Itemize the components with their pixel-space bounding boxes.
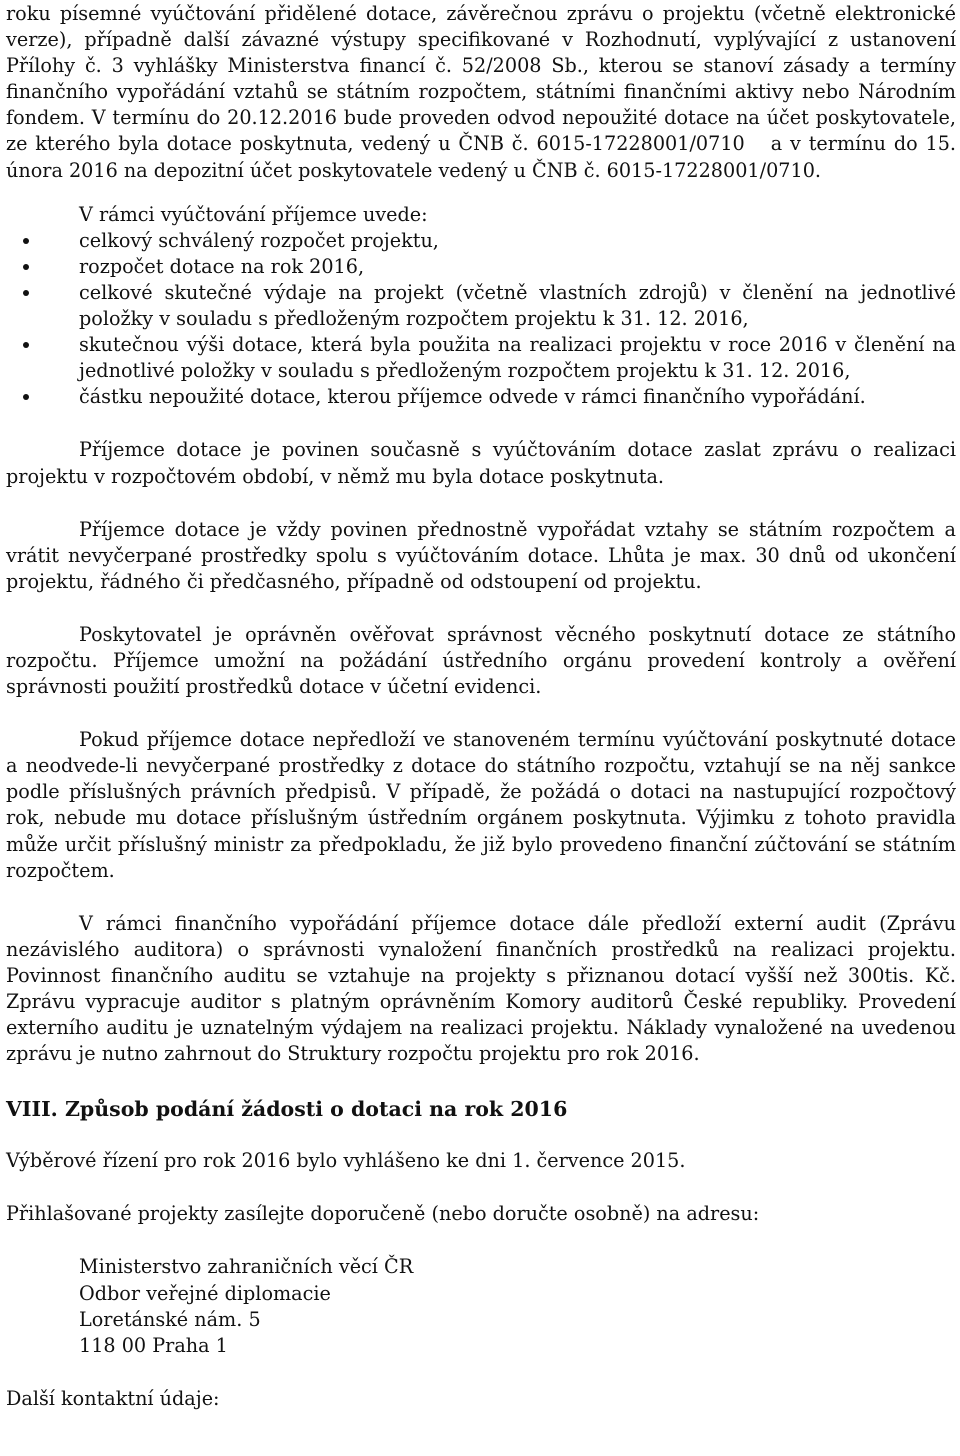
intro-paragraph xyxy=(6,1,956,184)
address-line: Ministerstvo zahraničních věcí ČR xyxy=(79,1255,414,1279)
billing-intro: V rámci vyúčtování příjemce uvede: xyxy=(79,202,428,226)
list-item: rozpočet dotace na rok 2016, xyxy=(6,254,956,280)
list-item: skutečnou výši dotace, která byla použita na realizaci projektu v roce 2016 v členění na jednotlivé položky v souladu s předloženým rozpočtem projektu k 31. 12. 2016, xyxy=(6,332,956,384)
address-line: 118 00 Praha 1 xyxy=(79,1333,228,1357)
report-paragraph: Příjemce dotace je povinen současně s vyúčtováním dotace zaslat zprávu o realizaci projektu v rozpočtovém období, v němž mu byla dotace poskytnuta. xyxy=(6,438,956,488)
bullet-icon xyxy=(23,264,29,270)
list-item: částku nepoužité dotace, kterou příjemce odvede v rámci finančního vypořádání. xyxy=(6,384,956,410)
billing-list xyxy=(6,228,956,411)
billing-requirements xyxy=(6,202,956,411)
intro-text-2: a v termínu do 15. února 2016 na depozitní účet poskytovatele vedený u ČNB č. 6015-17228001/0710. xyxy=(6,132,957,182)
list-item: celkový schválený rozpočet projektu, xyxy=(6,228,956,254)
document-page xyxy=(6,0,956,1412)
postal-address xyxy=(6,1254,956,1358)
section-heading: VIII. Způsob podání žádosti o dotaci na rok 2016 xyxy=(6,1097,568,1122)
audit-paragraph: V rámci finančního vypořádání příjemce dotace dále předloží externí audit (Zprávu nezávislého auditora) o správnosti vynaložení finančních prostředků na realizaci projektu. Povinnost finančního auditu se vztahuje na projekty s přiznanou dotací vyšší než 300tis. Kč. Zprávu vypracuje auditor s platným oprávněním Komory auditorů České republiky. Provedení externího auditu je uznatelným výdajem na realizaci projektu. Náklady vynaložené na uvedenou zprávu je nutno zahrnout do Struktury rozpočtu projektu pro rok 2016. xyxy=(6,911,956,1066)
contact-label: Další kontaktní údaje: xyxy=(6,1386,220,1410)
bullet-icon xyxy=(23,342,29,348)
settlement-paragraph: Příjemce dotace je vždy povinen přednostně vypořádat vztahy se státním rozpočtem a vrátit nevyčerpané prostředky spolu s vyúčtováním dotace. Lhůta je max. 30 dnů od ukončení projektu, řádného či předčasného, případně od odstoupení od projektu. xyxy=(6,517,956,593)
bullet-icon xyxy=(23,394,29,400)
address-line: Odbor veřejné diplomacie xyxy=(79,1281,331,1305)
verification-paragraph: Poskytovatel je oprávněn ověřovat správnost věcného poskytnutí dotace ze státního rozpočtu. Příjemce umožní na požádání ústředního orgánu provedení kontroly a ověření správnosti použití prostředků dotace v účetní evidenci. xyxy=(6,622,956,699)
intro-text-1: roku písemné vyúčtování přidělené dotace, závěrečnou zprávu o projektu (včetně elektronické verze), případně další závazné výstupy specifikované v Rozhodnutí, vyplývající z ustanovení Přílohy č. 3 vyhlášky Ministerstva financí č. 52/2008 Sb., kterou se stanoví zásady a termíny finančního vypořádání vztahů se státním rozpočtem, státními finančními aktivy nebo Národním fondem. V termínu do 20.12.2016 bude proveden odvod nepoužité dotace na účet poskytovatele, ze kterého byla dotace poskytnuta, vedený u ČNB č. 6015-17228001/0710 xyxy=(6,2,956,156)
address-line: Loretánské nám. 5 xyxy=(79,1307,261,1331)
bullet-icon xyxy=(23,290,29,296)
sanction-paragraph: Pokud příjemce dotace nepředloží ve stanoveném termínu vyúčtování poskytnuté dotace a neodvede-li nevyčerpané prostředky z dotace do státního rozpočtu, vztahují se na něj sankce podle příslušných právních předpisů. V případě, že požádá o dotaci na nastupující rozpočtový rok, nebude mu dotace příslušným ústředním orgánem poskytnuta. Výjimku z tohoto pravidla může určit příslušný ministr za předpokladu, že již bylo provedeno finanční zúčtování se státním rozpočtem. xyxy=(6,728,956,882)
bullet-icon xyxy=(23,238,29,244)
submission-instructions: Přihlašované projekty zasílejte doporučeně (nebo doručte osobně) na adresu: xyxy=(6,1202,760,1226)
list-item: celkové skutečné výdaje na projekt (včetně vlastních zdrojů) v členění na jednotlivé položky v souladu s předloženým rozpočtem projektu k 31. 12. 2016, xyxy=(6,280,956,332)
call-announcement: Výběrové řízení pro rok 2016 bylo vyhlášeno ke dni 1. července 2015. xyxy=(6,1149,686,1173)
